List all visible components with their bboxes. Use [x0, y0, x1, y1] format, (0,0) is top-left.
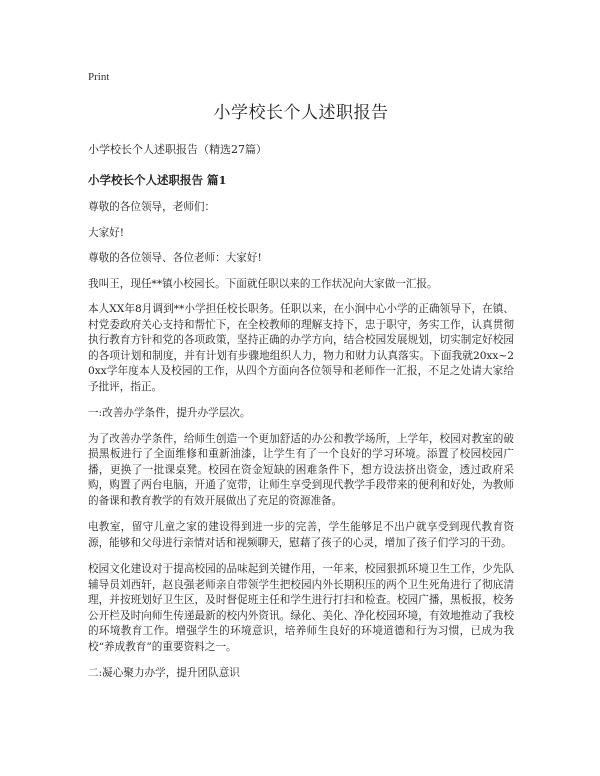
- greeting-paragraph: 尊敬的各位领导，老师们：: [88, 201, 216, 213]
- subheading-paragraph: 一:改善办学条件，提升办学层次。: [88, 407, 251, 419]
- hello-paragraph: 大家好!: [88, 226, 125, 239]
- body-paragraph: 本人XX年8月调到**小学担任校长职务。任职以来，在小涧中心小学的正确领导下，在镇、村党委政府关心支持和帮忙下，在全校教师的理解支持下，忠于职守，务实工作，认真贯彻执行教育方针和党的各项政策，坚持正确的办学方向，结合校园发展规划，切实制定好校园的各项计划和制度，并有计划有步骤地组织人力，物力和财力认真落实。下面我就20xx~20xx学年度本人及校园的工作，从四个方面向各位领导和老师作一汇报，不足之处请大家给予批评，指正。: [88, 303, 514, 393]
- section-heading: 小学校长个人述职报告 篇1: [88, 173, 227, 187]
- print-link[interactable]: Print: [88, 71, 110, 83]
- subheading-paragraph: 二:凝心聚力办学，提升团队意识: [88, 667, 240, 679]
- body-paragraph: 为了改善办学条件，给师生创造一个更加舒适的办公和教学场所，上学年，校园对教室的破损黑板进行了全面维修和重新油漆，让学生有了一个良好的学习环境。添置了校园校园广播，更换了一批课桌凳。校园在资金短缺的困难条件下，想方设法挤出资金，透过政府采购，购置了两台电脑，开通了宽带，让师生享受到现代教学手段带来的便利和好处，为教师的备课和教育教学的有效开展做出了充足的资源准备。: [88, 432, 514, 507]
- intro-paragraph: 我叫王，现任**镇小校园长。下面就任职以来的工作状况向大家做一汇报。: [88, 277, 438, 290]
- body-paragraph: 电教室，留守儿童之家的建设得到进一步的完善，学生能够足不出户就享受到现代教育资源，能够和父母进行亲情对话和视频聊天，慰藉了孩子的心灵，增加了孩子们学习的干劲。: [88, 521, 514, 549]
- document-page: [88, 70, 514, 692]
- greeting-paragraph-2: 尊敬的各位领导、各位老师：大家好!: [88, 252, 262, 264]
- body-paragraph: 校园文化建设对于提高校园的品味起到关键作用，一年来，校园狠抓环境卫生工作，少先队辅导员刘西轩，赵良强老师亲自带领学生把校园内外长期积压的两个卫生死角进行了彻底清理，并按班划好卫生区，及时督促班主任和学生进行打扫和检查。校园广播，黑板报，校务公开栏及时向师生传递最新的校内外资讯。绿化、美化、净化校园环境，有效地推动了我校的环境教育工作。增强学生的环境意识，培养师生良好的环境道德和行为习惯，已成为我校“养成教育”的重要资料之一。: [88, 563, 514, 653]
- document-title: 小学校长个人述职报告: [213, 103, 389, 123]
- document-subtitle: 小学校长个人述职报告（精选27篇）: [88, 143, 267, 156]
